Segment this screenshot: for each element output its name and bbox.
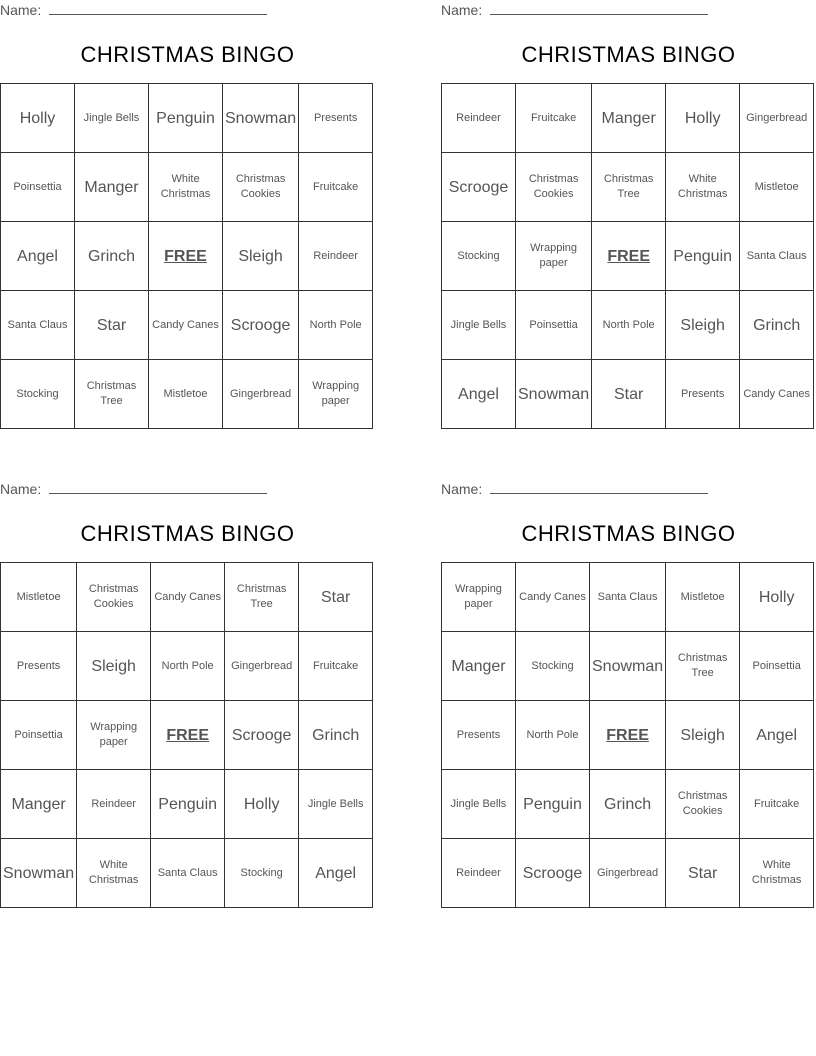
bingo-cell: Gingerbread bbox=[223, 360, 299, 429]
bingo-row bbox=[442, 770, 814, 839]
free-space: FREE bbox=[590, 701, 666, 770]
bingo-cell: Snowman bbox=[223, 84, 299, 153]
bingo-cell: Poinsettia bbox=[1, 701, 77, 770]
bingo-cell: North Pole bbox=[299, 291, 373, 360]
name-field bbox=[441, 481, 708, 497]
card-title: CHRISTMAS BINGO bbox=[80, 521, 295, 546]
bingo-row bbox=[442, 153, 814, 222]
card-title: CHRISTMAS BINGO bbox=[521, 42, 736, 67]
bingo-cell: Jingle Bells bbox=[442, 291, 516, 360]
bingo-cell: White Christmas bbox=[740, 839, 814, 908]
bingo-cell: Grinch bbox=[740, 291, 814, 360]
bingo-row bbox=[442, 632, 814, 701]
bingo-cell: Sleigh bbox=[77, 632, 151, 701]
bingo-cell: Poinsettia bbox=[516, 291, 592, 360]
bingo-row bbox=[442, 222, 814, 291]
bingo-cell: Gingerbread bbox=[590, 839, 666, 908]
bingo-row bbox=[442, 839, 814, 908]
bingo-cell: Christmas Tree bbox=[75, 360, 149, 429]
bingo-cell: Grinch bbox=[590, 770, 666, 839]
bingo-cell: Reindeer bbox=[299, 222, 373, 291]
bingo-cell: Star bbox=[666, 839, 740, 908]
bingo-cell: Manger bbox=[442, 632, 516, 701]
bingo-row bbox=[442, 291, 814, 360]
bingo-cell: Snowman bbox=[516, 360, 592, 429]
bingo-cell: Scrooge bbox=[225, 701, 299, 770]
bingo-grid bbox=[0, 562, 373, 908]
bingo-cell: Mistletoe bbox=[1, 563, 77, 632]
bingo-cell: Stocking bbox=[1, 360, 75, 429]
bingo-cell: Mistletoe bbox=[149, 360, 223, 429]
bingo-row bbox=[1, 84, 373, 153]
bingo-cell: Christmas Cookies bbox=[516, 153, 592, 222]
bingo-cell: Snowman bbox=[590, 632, 666, 701]
bingo-cell: Wrapping paper bbox=[299, 360, 373, 429]
bingo-cell: Christmas Cookies bbox=[223, 153, 299, 222]
name-field bbox=[0, 2, 267, 18]
bingo-cell: Mistletoe bbox=[666, 563, 740, 632]
bingo-row bbox=[442, 84, 814, 153]
bingo-cell: White Christmas bbox=[149, 153, 223, 222]
bingo-cell: Mistletoe bbox=[740, 153, 814, 222]
bingo-cell: Candy Canes bbox=[149, 291, 223, 360]
bingo-row bbox=[1, 153, 373, 222]
bingo-cell: Reindeer bbox=[442, 84, 516, 153]
bingo-cell: Gingerbread bbox=[225, 632, 299, 701]
bingo-cell: Stocking bbox=[442, 222, 516, 291]
bingo-cell: Manger bbox=[75, 153, 149, 222]
bingo-cell: North Pole bbox=[592, 291, 666, 360]
bingo-cell: Holly bbox=[1, 84, 75, 153]
bingo-cell: White Christmas bbox=[666, 153, 740, 222]
bingo-cell: Santa Claus bbox=[1, 291, 75, 360]
bingo-cell: Candy Canes bbox=[740, 360, 814, 429]
bingo-grid bbox=[441, 562, 814, 908]
bingo-row bbox=[442, 563, 814, 632]
bingo-cell: Christmas Cookies bbox=[666, 770, 740, 839]
bingo-row bbox=[1, 563, 373, 632]
bingo-cell: Reindeer bbox=[442, 839, 516, 908]
bingo-cell: Jingle Bells bbox=[442, 770, 516, 839]
bingo-cell: Penguin bbox=[149, 84, 223, 153]
bingo-cell: Penguin bbox=[666, 222, 740, 291]
name-label: Name: bbox=[441, 2, 487, 18]
bingo-row bbox=[442, 701, 814, 770]
bingo-row bbox=[1, 839, 373, 908]
bingo-cell: Poinsettia bbox=[740, 632, 814, 701]
bingo-grid bbox=[0, 83, 373, 429]
bingo-cell: Sleigh bbox=[223, 222, 299, 291]
bingo-cell: Manger bbox=[1, 770, 77, 839]
bingo-cell: Fruitcake bbox=[516, 84, 592, 153]
bingo-cell: North Pole bbox=[151, 632, 225, 701]
bingo-row bbox=[1, 222, 373, 291]
bingo-cell: Stocking bbox=[516, 632, 590, 701]
bingo-cell: Presents bbox=[442, 701, 516, 770]
bingo-cell: Santa Claus bbox=[151, 839, 225, 908]
bingo-cell: Sleigh bbox=[666, 701, 740, 770]
name-blank-line[interactable] bbox=[49, 481, 267, 494]
name-label: Name: bbox=[0, 2, 46, 18]
bingo-cell: Wrapping paper bbox=[516, 222, 592, 291]
bingo-cell: Star bbox=[299, 563, 373, 632]
bingo-cell: Candy Canes bbox=[151, 563, 225, 632]
bingo-cell: Holly bbox=[666, 84, 740, 153]
bingo-cell: North Pole bbox=[516, 701, 590, 770]
bingo-row bbox=[1, 632, 373, 701]
bingo-cell: Angel bbox=[299, 839, 373, 908]
bingo-cell: Penguin bbox=[516, 770, 590, 839]
bingo-cell: Candy Canes bbox=[516, 563, 590, 632]
bingo-row bbox=[1, 701, 373, 770]
bingo-cell: Presents bbox=[299, 84, 373, 153]
bingo-cell: Fruitcake bbox=[740, 770, 814, 839]
bingo-cell: Presents bbox=[666, 360, 740, 429]
bingo-cell: Stocking bbox=[225, 839, 299, 908]
bingo-cell: Fruitcake bbox=[299, 153, 373, 222]
bingo-cell: Scrooge bbox=[516, 839, 590, 908]
bingo-cell: Angel bbox=[442, 360, 516, 429]
bingo-cell: Angel bbox=[740, 701, 814, 770]
bingo-cell: Reindeer bbox=[77, 770, 151, 839]
name-blank-line[interactable] bbox=[490, 2, 708, 15]
bingo-grid bbox=[441, 83, 814, 429]
name-blank-line[interactable] bbox=[490, 481, 708, 494]
bingo-cell: Penguin bbox=[151, 770, 225, 839]
bingo-row bbox=[442, 360, 814, 429]
bingo-cell: Star bbox=[592, 360, 666, 429]
bingo-cell: Gingerbread bbox=[740, 84, 814, 153]
bingo-cell: Scrooge bbox=[442, 153, 516, 222]
name-blank-line[interactable] bbox=[49, 2, 267, 15]
bingo-cell: Holly bbox=[740, 563, 814, 632]
bingo-cell: Snowman bbox=[1, 839, 77, 908]
bingo-cell: Star bbox=[75, 291, 149, 360]
bingo-cell: Jingle Bells bbox=[75, 84, 149, 153]
bingo-cell: Fruitcake bbox=[299, 632, 373, 701]
bingo-cell: Christmas Cookies bbox=[77, 563, 151, 632]
bingo-cell: Sleigh bbox=[666, 291, 740, 360]
bingo-row bbox=[1, 360, 373, 429]
bingo-cell: Jingle Bells bbox=[299, 770, 373, 839]
bingo-cell: Scrooge bbox=[223, 291, 299, 360]
bingo-cell: White Christmas bbox=[77, 839, 151, 908]
bingo-cell: Grinch bbox=[75, 222, 149, 291]
bingo-cell: Wrapping paper bbox=[442, 563, 516, 632]
bingo-cell: Christmas Tree bbox=[666, 632, 740, 701]
card-title: CHRISTMAS BINGO bbox=[80, 42, 295, 67]
name-label: Name: bbox=[0, 481, 46, 497]
bingo-cell: Santa Claus bbox=[590, 563, 666, 632]
bingo-row bbox=[1, 291, 373, 360]
card-title: CHRISTMAS BINGO bbox=[521, 521, 736, 546]
bingo-cell: Christmas Tree bbox=[225, 563, 299, 632]
name-field bbox=[0, 481, 267, 497]
bingo-cell: Christmas Tree bbox=[592, 153, 666, 222]
bingo-cell: Angel bbox=[1, 222, 75, 291]
bingo-cell: Presents bbox=[1, 632, 77, 701]
free-space: FREE bbox=[592, 222, 666, 291]
bingo-row bbox=[1, 770, 373, 839]
bingo-cell: Poinsettia bbox=[1, 153, 75, 222]
bingo-cell: Grinch bbox=[299, 701, 373, 770]
bingo-cell: Manger bbox=[592, 84, 666, 153]
free-space: FREE bbox=[149, 222, 223, 291]
name-label: Name: bbox=[441, 481, 487, 497]
bingo-cell: Wrapping paper bbox=[77, 701, 151, 770]
free-space: FREE bbox=[151, 701, 225, 770]
bingo-cell: Santa Claus bbox=[740, 222, 814, 291]
bingo-cell: Holly bbox=[225, 770, 299, 839]
name-field bbox=[441, 2, 708, 18]
